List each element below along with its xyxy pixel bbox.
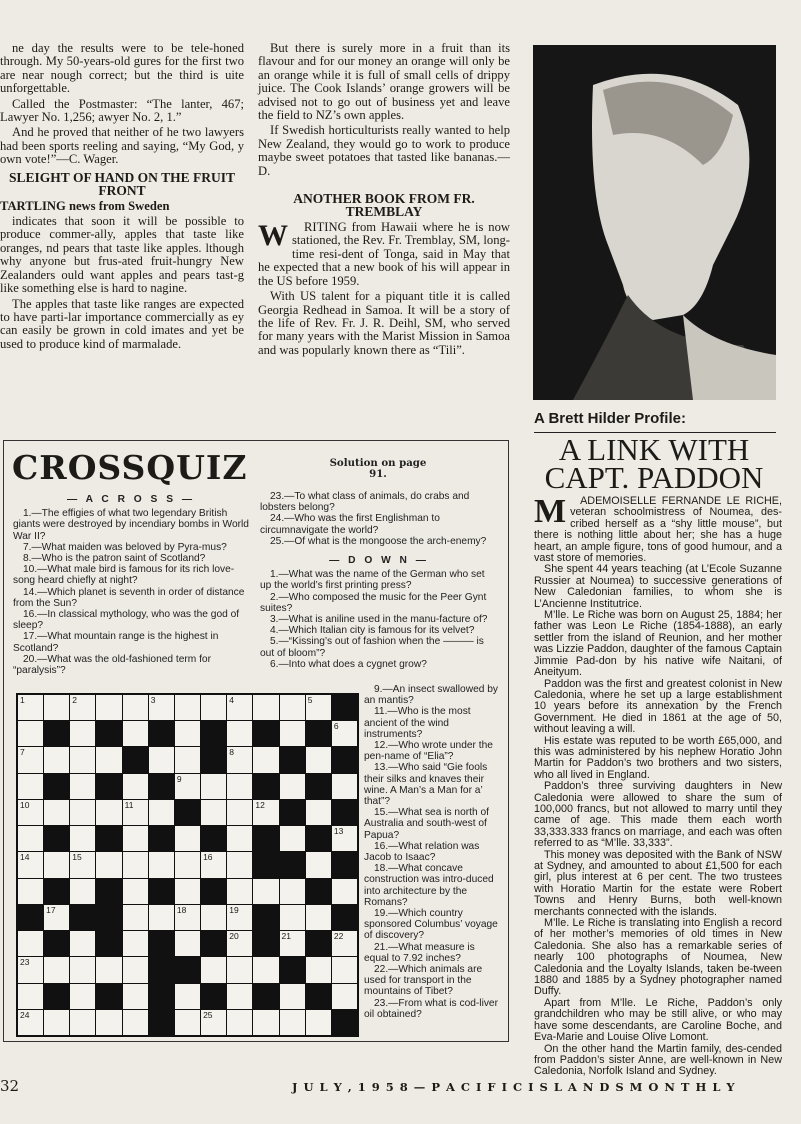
grid-cell[interactable] [123, 905, 148, 930]
clue-number: 23 [20, 957, 30, 968]
clue-number: 14 [20, 852, 30, 863]
clue-number: 5 [307, 695, 313, 705]
grid-cell[interactable] [18, 747, 43, 772]
profile-body [534, 493, 782, 1078]
profile-headline: A LINK WITH CAPT. PADDON [544, 432, 764, 495]
down-clue: 4.—Which Italian city is famous for its velvet? [270, 625, 475, 637]
grid-cell[interactable] [306, 957, 331, 982]
grid-cell[interactable] [44, 852, 69, 877]
grid-cell[interactable] [96, 1010, 121, 1035]
grid-cell[interactable] [123, 1010, 148, 1035]
grid-cell[interactable] [280, 826, 305, 851]
down-clues: 23.—To what class of animals, do crabs and lobsters belong? 24.—Who was the first Englishman to circumnavigate the world? 25.—Of what is the mongoose the arch-enemy? — D O W N — 1.—What was the name of the German who set up the world’s first printing press? 2.—Who composed the music for the Peer Gynt suites? 3.—What is aniline used in the manu-facture of? 4.—Which Italian city is famous for its velvet? 5.—“Kissing’s out of fashion when the ——— is out of bloom”? 6.—Into what does a cygnet grow? [260, 491, 498, 670]
grid-cell[interactable] [18, 774, 43, 799]
down-clue: 15.—What sea is north of Australia and south-west of Papua? [364, 807, 489, 841]
grid-cell[interactable] [96, 695, 121, 720]
grid-cell[interactable] [123, 774, 148, 799]
grid-cell[interactable] [306, 852, 331, 877]
grid-block [253, 931, 278, 956]
grid-cell[interactable] [149, 905, 174, 930]
paragraph: She spent 44 years teaching (at L’Ecole Suzanne Russier at Noumea) to successive generations of New Caledonian families, to whom she is L’Ancienne Institutrice. [534, 563, 782, 610]
grid-cell[interactable] [306, 747, 331, 772]
grid-cell[interactable] [201, 800, 226, 825]
paragraph: On the other hand the Martin family, des-cended from Paddon’s sister Anne, are well-known in New Caledonia, Norfolk Island and Sydney. [534, 1042, 782, 1078]
paragraph: This money was deposited with the Bank of NSW at Sydney, and amounted to about £1,500 for each girl, plus interest at 6 per cent. The two trustees with Horatio Martin for the estate were Robert Towns and Henry Burns, both well-known merchants connected with the islands. [534, 848, 782, 918]
grid-cell[interactable] [175, 984, 200, 1009]
grid-block [332, 852, 357, 877]
paragraph: M’lle. Le Riche was born on August 25, 1884; her father was Leon Le Riche (1854-1888), an early settler from the island of Reunion, and her mother was Lizzie Paddon, daughter of the famous Captain Jimmie Pad-don by his native wife Naitani, of Aneityum. [534, 609, 782, 679]
grid-cell[interactable] [175, 826, 200, 851]
story-heading: ANOTHER BOOK FROM FR. TREMBLAY [293, 191, 475, 220]
grid-cell[interactable] [123, 879, 148, 904]
grid-cell[interactable] [280, 695, 305, 720]
grid-cell[interactable] [253, 1010, 278, 1035]
grid-cell[interactable] [175, 721, 200, 746]
grid-cell[interactable] [70, 879, 95, 904]
grid-block [149, 931, 174, 956]
grid-cell[interactable] [96, 800, 121, 825]
down-clue: 5.—“Kissing’s out of fashion when the ——— is out of bloom”? [260, 636, 484, 659]
grid-cell[interactable] [175, 1010, 200, 1035]
down-clue: 2.—Who composed the music for the Peer Gynt suites? [260, 591, 487, 614]
grid-block [306, 721, 331, 746]
grid-block [332, 695, 357, 720]
grid-cell[interactable] [175, 747, 200, 772]
grid-block [96, 774, 121, 799]
clue-number: 22 [333, 931, 344, 942]
paragraph: indicates that soon it will be possible to produce commer-ally, apples that taste like oranges, nd pears that taste like apples. lthough why anyone but frus-ated fruit-hungry New Zealanders ould want apples and pears tast-g like something else is hard to nagine. [0, 214, 244, 296]
grid-cell[interactable] [280, 721, 305, 746]
down-clue: 9.—An insect swallowed by an mantis? [364, 684, 499, 707]
grid-block [149, 984, 174, 1009]
crossword-grid [16, 693, 359, 1037]
clue-number: 12 [255, 799, 265, 810]
down-clues-continued [364, 684, 498, 1020]
grid-cell[interactable] [44, 1010, 69, 1035]
grid-cell[interactable] [253, 957, 278, 982]
grid-block [201, 721, 226, 746]
grid-cell[interactable] [227, 826, 252, 851]
grid-cell[interactable] [227, 905, 252, 930]
grid-cell[interactable] [70, 721, 95, 746]
grid-cell[interactable] [123, 826, 148, 851]
clue-number: 20 [229, 931, 239, 942]
grid-block [44, 931, 69, 956]
grid-block [96, 984, 121, 1009]
grid-block [306, 879, 331, 904]
down-clue: 11.—Who is the most ancient of the wind instruments? [364, 706, 471, 740]
grid-cell[interactable] [253, 747, 278, 772]
grid-cell[interactable] [70, 695, 95, 720]
crossquiz-title: CROSSQUIZ [12, 448, 248, 487]
grid-block [280, 747, 305, 772]
grid-cell[interactable] [70, 747, 95, 772]
grid-cell[interactable] [70, 984, 95, 1009]
grid-cell[interactable] [227, 800, 252, 825]
grid-cell[interactable] [227, 931, 252, 956]
down-clue: 22.—Which animals are used for transport in the mountains of Tibet? [364, 964, 483, 998]
clue-number: 2 [72, 695, 78, 705]
story-lead: TARTLING news from Sweden [0, 198, 170, 213]
grid-cell[interactable] [227, 1010, 252, 1035]
clue-number: 21 [281, 931, 291, 942]
grid-block [96, 931, 121, 956]
grid-block [201, 931, 226, 956]
paragraph: And he proved that neither of he two lawyers had been sports reeling and saying, “My God, y own vote!”—C. Wager. [0, 125, 244, 167]
grid-cell[interactable] [332, 721, 357, 746]
grid-cell[interactable] [44, 957, 69, 982]
grid-cell[interactable] [123, 800, 148, 825]
grid-block [201, 826, 226, 851]
grid-cell[interactable] [44, 800, 69, 825]
grid-cell[interactable] [70, 957, 95, 982]
clue-number: 7 [20, 747, 25, 758]
clue-number: 25 [203, 1009, 213, 1020]
across-clue: 7.—What maiden was beloved by Pyra-mus? [23, 541, 227, 553]
grid-cell[interactable] [253, 695, 278, 720]
grid-cell[interactable] [70, 1010, 95, 1035]
grid-block [149, 774, 174, 799]
paragraph: RITING from Hawaii where he is now stationed, the Rev. Fr. Tremblay, SM, long-time resi-dent of Tonga, said in May that he expected that a new book of his will appear in the US before 1959. [258, 220, 510, 288]
grid-cell[interactable] [227, 879, 252, 904]
grid-block [253, 774, 278, 799]
grid-cell[interactable] [18, 800, 43, 825]
article-body [258, 221, 510, 357]
grid-cell[interactable] [70, 931, 95, 956]
paragraph: Paddon was the first and greatest colonist in New Caledonia, where he set up a large establishment 10 years before its annexation by the French Government. He died in 1861 at the age of 50, without leaving a will. [534, 677, 782, 736]
grid-cell[interactable] [280, 1010, 305, 1035]
grid-cell[interactable] [149, 695, 174, 720]
grid-cell[interactable] [227, 747, 252, 772]
across-clue: 20.—What was the old-fashioned term for “paralysis”? [13, 653, 211, 677]
grid-cell[interactable] [44, 747, 69, 772]
clue-number: 6 [333, 721, 339, 732]
grid-block [149, 879, 174, 904]
clue-number: 3 [150, 695, 156, 705]
clue-number: 18 [176, 904, 187, 915]
grid-cell[interactable] [280, 931, 305, 956]
profile-kicker: A Brett Hilder Profile: [534, 410, 686, 427]
page-number: 32 [0, 1077, 20, 1095]
grid-cell[interactable] [18, 957, 43, 982]
paragraph: With US talent for a piquant title it is called Georgia Redhead in Samoa. It will be a story of the life of Rev. Fr. J. R. Deihl, SM, who served for many years with the Marist Mission in Samoa and was popularly known there as “Tili”. [258, 289, 510, 357]
issue-line: J U L Y , 1 9 5 8 — P A C I F I C I S L A N D S M O N T H L Y [292, 1080, 736, 1094]
across-clue: 8.—Who is the patron saint of Scotland? [23, 553, 206, 565]
across-clue: 1.—The effigies of what two legendary British giants were destroyed by incendiary bombs in World War II? [13, 508, 249, 542]
grid-block [70, 905, 95, 930]
grid-block [96, 721, 121, 746]
clue-number: 11 [124, 799, 134, 810]
grid-cell[interactable] [227, 852, 252, 877]
grid-cell[interactable] [332, 931, 357, 956]
grid-cell[interactable] [123, 852, 148, 877]
across-clue: 25.—Of what is the mongoose the arch-enemy? [270, 535, 487, 547]
grid-block [44, 879, 69, 904]
down-clue: 6.—Into what does a cygnet grow? [270, 658, 427, 670]
grid-cell[interactable] [201, 852, 226, 877]
grid-cell[interactable] [175, 905, 200, 930]
grid-cell[interactable] [306, 905, 331, 930]
grid-cell[interactable] [201, 957, 226, 982]
grid-cell[interactable] [96, 747, 121, 772]
grid-block [280, 800, 305, 825]
grid-block [332, 800, 357, 825]
grid-block [96, 879, 121, 904]
grid-cell[interactable] [18, 879, 43, 904]
grid-cell[interactable] [123, 957, 148, 982]
grid-cell[interactable] [70, 800, 95, 825]
paragraph: The apples that taste like ranges are expected to have parti-lar importance commercially as ey can easily be grown in cold imates and yet be used to produce kind of marmalade. [0, 296, 244, 351]
grid-block [253, 984, 278, 1009]
down-clue: 18.—What concave construction was intro-duced into architecture by the Romans? [364, 863, 494, 908]
down-clue: 23.—From what is cod-liver oil obtained? [364, 997, 498, 1020]
clue-number: 1 [20, 695, 25, 705]
grid-cell[interactable] [280, 879, 305, 904]
across-clues: — A C R O S S — 1.—The effigies of what two legendary British giants were destroyed by incendiary bombs in World War II? 7.—What maiden was beloved by Pyra-mus? 8.—Who is the patron saint of Scotland? 10.—What male bird is famous for its rich love-song heard chiefly at night? 14.—Which planet is seventh in order of distance from the Sun? 16.—In classical mythology, who was the god of sleep? 17.—What mountain range is the highest in Scotland? 20.—What was the old-fashioned term for “paralysis”? [13, 494, 249, 677]
drop-cap: W [258, 219, 288, 253]
grid-cell[interactable] [332, 879, 357, 904]
across-clue: 10.—What male bird is famous for its rich love-song heard chiefly at night? [13, 564, 235, 587]
down-clue: 16.—What relation was Jacob to Isaac? [364, 840, 480, 864]
woman-portrait-icon [533, 45, 776, 400]
clue-number: 15 [72, 852, 82, 863]
grid-cell[interactable] [18, 984, 43, 1009]
grid-cell[interactable] [18, 721, 43, 746]
down-clue: 19.—Which country sponsored Columbus’ voyage of discovery? [364, 908, 498, 942]
grid-block [253, 852, 278, 877]
grid-block [253, 826, 278, 851]
clue-number: 8 [229, 747, 234, 758]
down-clue: 3.—What is aniline used in the manu-facture of? [270, 614, 488, 626]
grid-cell[interactable] [123, 931, 148, 956]
across-clue: 14.—Which planet is seventh in order of distance from the Sun? [13, 586, 245, 609]
paragraph: If Swedish horticulturists really wanted to help New Zealand, they would go to work to produce maybe sweet potatoes that tasted like bananas.—D. [258, 123, 510, 178]
grid-block [253, 905, 278, 930]
grid-cell[interactable] [201, 695, 226, 720]
paragraph: But there is surely more in a fruit than its flavour and for our money an orange will only be an orange while it is full of small cells of drippy juice. The Cook Islands’ orange growers will be advised not to go out of business yet and leave the field to NZ’s own apples. [258, 41, 510, 123]
grid-cell[interactable] [332, 774, 357, 799]
grid-block [306, 931, 331, 956]
grid-block [201, 984, 226, 1009]
grid-block [280, 957, 305, 982]
grid-cell[interactable] [227, 984, 252, 1009]
grid-block [306, 984, 331, 1009]
grid-block [18, 905, 43, 930]
grid-cell[interactable] [175, 879, 200, 904]
grid-cell[interactable] [149, 800, 174, 825]
grid-block [149, 1010, 174, 1035]
paragraph: M’lle. Le Riche is translating into English a record of her mother’s memories of old times in New Caledonia. She also has a remarkable series of nearly 100 photographs of Noumea, New Caledonia and the Loyalty Islands, taken be-tween 1880 and 1885 by a Sydney photographer named Duffy. [534, 917, 782, 998]
grid-block [253, 721, 278, 746]
down-clue: 13.—Who said “Gie fools their silks and knaves their wine. A Man’s a Man for a’ that”? [364, 762, 488, 808]
grid-block [306, 826, 331, 851]
paragraph: Called the Postmaster: “The lanter, 467; Lawyer No. 1,256; awyer No. 2, 1.” [0, 96, 244, 125]
grid-cell[interactable] [201, 1010, 226, 1035]
grid-cell[interactable] [18, 695, 43, 720]
across-clue: 16.—In classical mythology, who was the god of sleep? [13, 609, 240, 632]
grid-block [175, 800, 200, 825]
grid-cell[interactable] [123, 984, 148, 1009]
portrait-photo [533, 45, 776, 400]
grid-block [44, 826, 69, 851]
grid-cell[interactable] [306, 1010, 331, 1035]
grid-cell[interactable] [149, 852, 174, 877]
grid-block [201, 747, 226, 772]
grid-cell[interactable] [44, 905, 69, 930]
grid-cell[interactable] [280, 774, 305, 799]
grid-block [96, 826, 121, 851]
story-heading: SLEIGHT OF HAND ON THE FRUIT FRONT [9, 169, 235, 198]
solution-note: Solution on page 91. [329, 457, 427, 481]
across-clue: 23.—To what class of animals, do crabs and lobsters belong? [260, 491, 470, 514]
grid-cell[interactable] [18, 1010, 43, 1035]
clue-number: 16 [203, 852, 213, 863]
column-1 [0, 42, 244, 353]
grid-cell[interactable] [149, 747, 174, 772]
grid-block [332, 1010, 357, 1035]
grid-cell[interactable] [332, 957, 357, 982]
grid-cell[interactable] [280, 984, 305, 1009]
paragraph: Apart from M’lle. Le Riche, Paddon’s only grandchildren who may be still alive, or who may have some descendants, are Caroline Boche, and Eva-Marie and Louise Olive Lomont. [534, 996, 782, 1044]
grid-block [123, 747, 148, 772]
grid-cell[interactable] [201, 905, 226, 930]
paragraph: ne day the results were to be tele-honed through. My 50-years-old gures for the first two are near nough correct; but the third is uite unforgettable. [0, 41, 244, 96]
drop-cap: M [534, 493, 567, 530]
grid-block [44, 984, 69, 1009]
grid-cell[interactable] [175, 852, 200, 877]
clue-number: 10 [20, 799, 30, 810]
grid-cell[interactable] [96, 957, 121, 982]
down-clue: 1.—What was the name of the German who set up the world’s first printing press? [260, 569, 485, 592]
grid-block [44, 721, 69, 746]
grid-block [201, 879, 226, 904]
down-clue: 21.—What measure is equal to 7.92 inches? [364, 941, 475, 964]
clue-number: 19 [229, 904, 239, 915]
column-2 [258, 42, 510, 359]
grid-cell[interactable] [227, 695, 252, 720]
grid-cell[interactable] [306, 800, 331, 825]
grid-cell[interactable] [201, 774, 226, 799]
grid-cell[interactable] [70, 826, 95, 851]
grid-cell[interactable] [253, 800, 278, 825]
grid-cell[interactable] [253, 879, 278, 904]
across-clue: 17.—What mountain range is the highest in Scotland? [13, 631, 219, 654]
grid-cell[interactable] [227, 721, 252, 746]
grid-block [332, 905, 357, 930]
clue-number: 9 [176, 773, 182, 784]
clue-number: 4 [229, 695, 234, 705]
grid-block [96, 905, 121, 930]
grid-cell[interactable] [18, 826, 43, 851]
grid-cell[interactable] [175, 931, 200, 956]
grid-block [332, 747, 357, 772]
grid-block [306, 774, 331, 799]
grid-cell[interactable] [70, 774, 95, 799]
paragraph: ADEMOISELLE FERNANDE LE RICHE, veteran schoolmistress of Noumea, des-cribed herself as a “shy little mouse”, but there is nothing little about her; she has a huge heart, an ample figure, tons of good humour, and a vast store of memories. [534, 495, 782, 565]
across-clue: 24.—Who was the first Englishman to circumnavigate the world? [260, 513, 440, 536]
grid-cell[interactable] [18, 931, 43, 956]
grid-block [44, 774, 69, 799]
grid-cell[interactable] [18, 852, 43, 877]
grid-cell[interactable] [227, 957, 252, 982]
grid-cell[interactable] [332, 826, 357, 851]
grid-cell[interactable] [96, 852, 121, 877]
clue-number: 24 [20, 1009, 30, 1020]
grid-cell[interactable] [123, 695, 148, 720]
down-clue: 12.—Who wrote under the pen-name of “Elia”? [364, 740, 493, 763]
grid-cell[interactable] [123, 721, 148, 746]
grid-cell[interactable] [44, 695, 69, 720]
grid-cell[interactable] [175, 695, 200, 720]
grid-block [149, 957, 174, 982]
grid-cell[interactable] [280, 905, 305, 930]
grid-cell[interactable] [227, 774, 252, 799]
grid-block [280, 852, 305, 877]
grid-cell[interactable] [332, 984, 357, 1009]
grid-block [149, 826, 174, 851]
grid-cell[interactable] [306, 695, 331, 720]
paragraph: His estate was reputed to be worth £65,000, and this was administered by his nephew Horatio John Martin for Paddon’s two brothers and two sisters, who all lived in England. [534, 734, 782, 781]
grid-cell[interactable] [175, 774, 200, 799]
grid-block [175, 957, 200, 982]
clue-number: 13 [333, 826, 344, 837]
paragraph: Paddon’s three surviving daughters in New Caledonia were allowed to share the sum of 100,000 francs, but not allowed to marry until they came of age. This made them each worth 33,333.333 francs on marriage, and each was often referred to as “M’lle. 33,333”. [534, 780, 782, 850]
clue-number: 17 [46, 904, 56, 915]
grid-block [149, 721, 174, 746]
grid-cell[interactable] [70, 852, 95, 877]
